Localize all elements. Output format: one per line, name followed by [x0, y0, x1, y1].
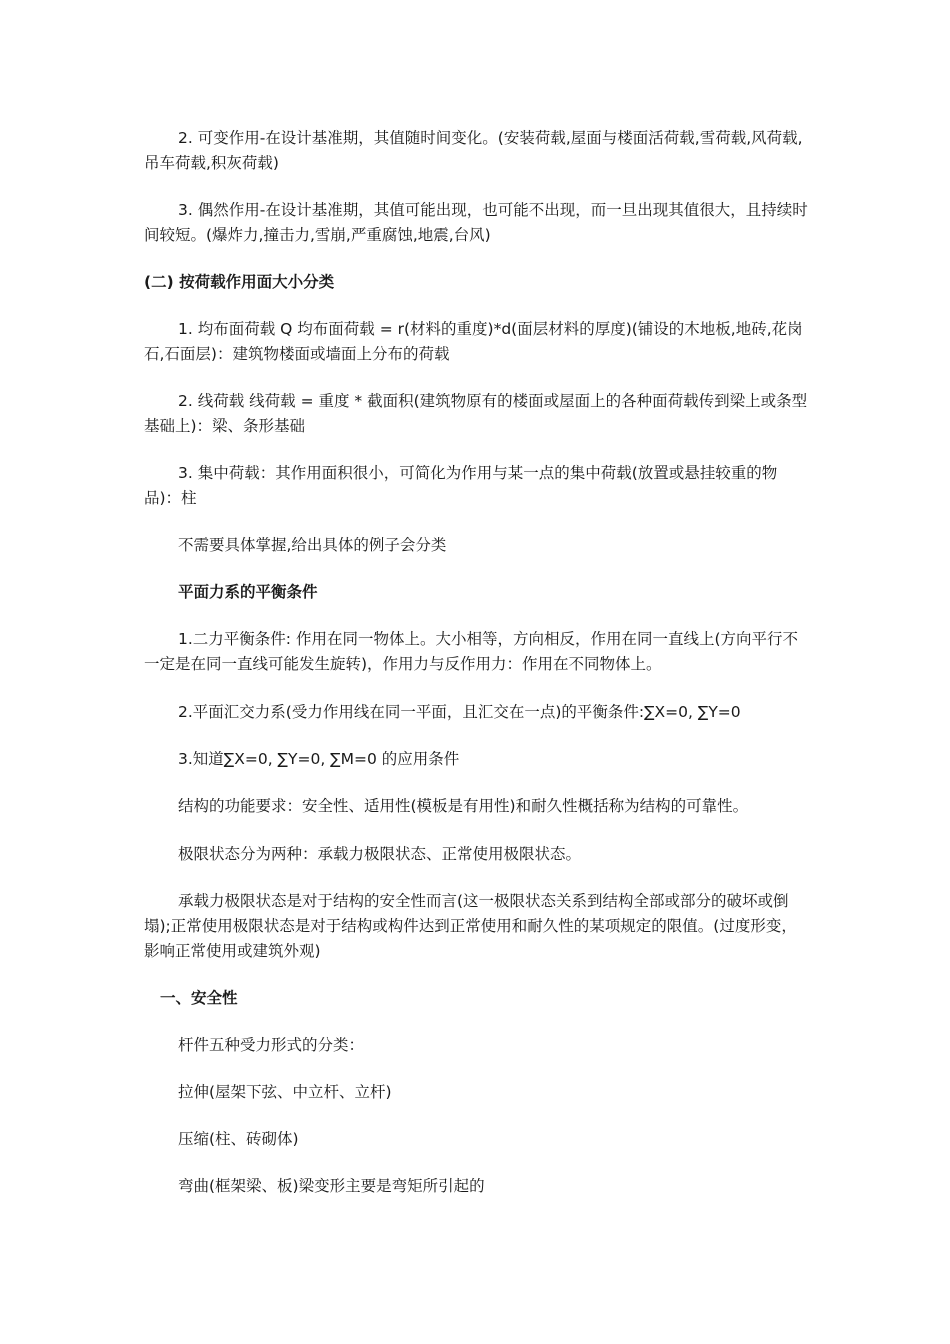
section-heading-equilibrium: 平面力系的平衡条件 — [178, 583, 318, 601]
section-heading-load-area: (二) 按荷载作用面大小分类 — [144, 273, 335, 291]
paragraph-concurrent-force: 2.平面汇交力系(受力作用线在同一平面，且汇交在一点)的平衡条件:∑X=0, ∑Y=0 — [178, 703, 741, 721]
paragraph-two-force-equilibrium: 1.二力平衡条件: 作用在同一物体上。大小相等，方向相反，作用在同一直线上(方向平行不一定是在同一直线可能发生旋转)，作用力与反作用力：作用在不同物体上。 — [144, 630, 798, 673]
paragraph-note: 不需要具体掌握,给出具体的例子会分类 — [178, 536, 447, 554]
paragraph-line-load: 2. 线荷载 线荷载 = 重度 * 截面积(建筑物原有的楼面或屋面上的各种面荷载传到梁上或条型基础上)：梁、条形基础 — [144, 392, 808, 435]
paragraph-limit-state-definitions: 承载力极限状态是对于结构的安全性而言(这一极限状态关系到结构全部或部分的破坏或倒塌);正常使用极限状态是对于结构或构件达到正常使用和耐久性的某项规定的限值。(过度形变，影响正常使用或建筑外观) — [144, 892, 797, 960]
paragraph-limit-states: 极限状态分为两种：承载力极限状态、正常使用极限状态。 — [178, 845, 582, 863]
paragraph-concentrated-load: 3. 集中荷载：其作用面积很小，可简化为作用与某一点的集中荷载(放置或悬挂较重的物品)：柱 — [144, 464, 778, 507]
list-item-bending: 弯曲(框架梁、板)梁变形主要是弯矩所引起的 — [178, 1177, 485, 1195]
paragraph-structural-requirements: 结构的功能要求：安全性、适用性(模板是有用性)和耐久性概括称为结构的可靠性。 — [178, 797, 749, 815]
list-item-compression: 压缩(柱、砖砌体) — [178, 1130, 299, 1148]
paragraph-accidental-action: 3. 偶然作用-在设计基准期，其值可能出现，也可能不出现，而一旦出现其值很大，且持续时间较短。(爆炸力,撞击力,雪崩,严重腐蚀,地震,台风) — [144, 201, 808, 244]
paragraph-application-conditions: 3.知道∑X=0, ∑Y=0, ∑M=0 的应用条件 — [178, 750, 460, 768]
paragraph-force-types-intro: 杆件五种受力形式的分类： — [178, 1036, 365, 1054]
paragraph-uniform-load: 1. 均布面荷载 Q 均布面荷载 = r(材料的重度)*d(面层材料的厚度)(铺设的木地板,地砖,花岗石,石面层)：建筑物楼面或墙面上分布的荷载 — [144, 320, 803, 363]
section-heading-safety: 一、安全性 — [160, 989, 238, 1007]
list-item-tension: 拉伸(屋架下弦、中立杆、立杆) — [178, 1083, 392, 1101]
paragraph-variable-action: 2. 可变作用-在设计基准期，其值随时间变化。(安装荷载,屋面与楼面活荷载,雪荷载,风荷载,吊车荷载,积灰荷载) — [144, 129, 803, 172]
